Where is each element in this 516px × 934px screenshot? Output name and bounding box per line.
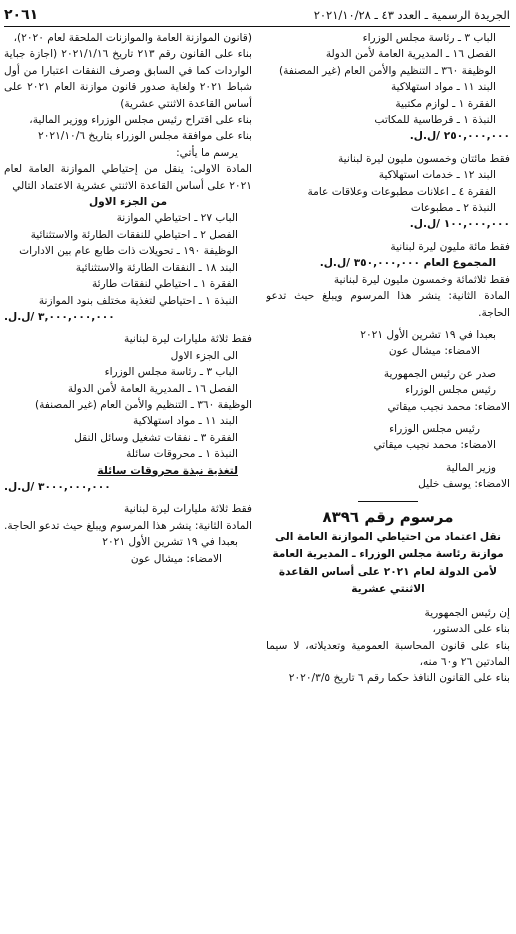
left-column-line: البند ١١ ـ مواد استهلاكية — [132, 415, 238, 428]
right-column-line: الفقرة ٤ ـ اعلانات مطبوعات وعلاقات عامة — [307, 185, 496, 198]
right-column-line: ٢٥٠,٠٠٠,٠٠٠ /ل.ل. — [409, 130, 510, 143]
right-column-line: الامضاء: يوسف خليل — [418, 478, 510, 491]
left-column-line: بناء على موافقة مجلس الوزراء بتاريخ ٢٠٢١/١٠/٦ — [38, 130, 252, 143]
right-column-line: بعبدا في ١٩ تشرين الأول ٢٠٢١ — [360, 328, 496, 341]
right-column-bottom — [266, 605, 510, 687]
right-column-line: الفقرة ١ ـ لوازم مكتبية — [395, 97, 496, 110]
left-column-line: البند ١٨ ـ النفقات الطارئة والاستثنائية — [75, 261, 238, 274]
right-column — [266, 30, 510, 687]
right-column-line: وزير المالية — [445, 461, 496, 474]
right-column-line: الوظيفة ٣٦٠ ـ التنظيم والأمن العام (غير المصنفة) — [278, 64, 496, 77]
decree-title: نقل اعتماد من احتياطي الموازنة العامة الى موازنة رئاسة مجلس الوزراء ـ المديرية العامة لأمن الدولة لعام ٢٠٢١ على أساس القاعدة الاثنتي عشرية — [272, 530, 504, 596]
left-column-line: الوظيفة ١٩٠ ـ تحويلات ذات طابع عام بين الادارات — [19, 245, 238, 258]
left-column-line: الفقرة ١ ـ احتياطي لنفقات طارئة — [91, 278, 238, 291]
left-column — [4, 30, 252, 567]
left-column-line: الى الجزء الاول — [170, 349, 238, 362]
right-column-line: المجموع العام ٣٥٠,٠٠٠,٠٠٠ /ل.ل. — [319, 257, 496, 270]
right-column-line: فقط مائة مليون ليرة لبنانية — [390, 240, 510, 253]
right-column-line: فقط مائتان وخمسون مليون ليرة لبنانية — [338, 152, 510, 165]
left-column-line: النبذة ١ ـ محروقات سائلة — [126, 448, 238, 461]
left-column-line: (قانون الموازنة العامة والموازنات الملحقة لعام ٢٠٢٠)، — [13, 32, 252, 44]
left-column-line: بناء على اقتراح رئيس مجلس الوزراء ووزير المالية، — [29, 114, 252, 127]
left-column-line: الباب ٣ ـ رئاسة مجلس الوزراء — [104, 366, 238, 379]
left-column-line: ٣,٠٠٠,٠٠٠,٠٠٠ /ل.ل. — [4, 310, 115, 323]
right-column-line: فقط ثلاثمائة وخمسون مليون ليرة لبنانية — [333, 273, 510, 286]
right-column-line: الباب ٣ ـ رئاسة مجلس الوزراء — [362, 32, 496, 44]
left-column-line: الباب ٢٧ ـ احتياطي الموازنة — [116, 212, 238, 225]
left-column-line: المادة الثانية: ينشر هذا المرسوم ويبلغ حيث تدعو الحاجة. — [4, 519, 252, 532]
left-column-line: الفقرة ٣ ـ نفقات تشغيل وسائل النقل — [74, 431, 238, 444]
left-column-line: النبذة ١ ـ احتياطي لتغذية مختلف بنود الموازنة — [38, 294, 238, 307]
left-column-line: المادة الاولى: ينقل من إحتياطي الموازنة العامة لعام ٢٠٢١ على أساس القاعدة الاثنتي عشرية الاعتماد التالي — [4, 163, 252, 192]
left-column-line: من الجزء الاول — [88, 196, 167, 209]
left-column-line: الفصل ٢ ـ احتياطي للنفقات الطارئة والاستثنائية — [30, 228, 238, 241]
left-column-line: ٣٠٠٠,٠٠٠,٠٠٠ /ل.ل. — [4, 480, 111, 493]
right-column-line: الامضاء: ميشال عون — [388, 345, 480, 358]
decree-divider — [358, 501, 418, 502]
left-column-line: الوظيفة ٣٦٠ ـ التنظيم والأمن العام (غير المصنفة) — [34, 398, 252, 411]
right-column-line: البند ١١ ـ مواد استهلاكية — [390, 81, 496, 94]
decree-preamble-line: بناء على القانون النافذ حكما رقم ٦ تاريخ ٢٠٢٠/٣/٥ — [288, 672, 510, 685]
right-column-line: النبذة ٢ ـ مطبوعات — [410, 202, 496, 215]
right-column-line: البند ١٢ ـ خدمات استهلاكية — [378, 169, 496, 182]
right-column-top — [266, 30, 510, 493]
right-column-line: رئيس مجلس الوزراء — [389, 422, 480, 435]
right-column-line: رئيس مجلس الوزراء — [405, 384, 496, 397]
right-column-line: الامضاء: محمد نجيب ميقاتي — [387, 400, 510, 413]
left-column-line: الامضاء: ميشال عون — [130, 552, 222, 565]
decree-number: مرسوم رقم ٨٣٩٦ — [322, 507, 454, 526]
left-column-line: فقط ثلاثة مليارات ليرة لبنانية — [124, 503, 252, 516]
left-column-line: الفصل ١٦ ـ المديرية العامة لأمن الدولة — [67, 382, 238, 395]
left-column-line: فقط ثلاثة مليارات ليرة لبنانية — [124, 333, 252, 346]
decree-preamble-line: بناء على قانون المحاسبة العمومية وتعديلاته، لا سيما المادتين ٢٦ و٦٠ منه، — [266, 639, 510, 668]
left-column-line: لتغذية نبذة محروقات سائلة — [97, 464, 238, 477]
right-column-line: المادة الثانية: ينشر هذا المرسوم ويبلغ حيث تدعو الحاجة. — [266, 290, 510, 319]
right-column-line: الفصل ١٦ ـ المديرية العامة لأمن الدولة — [325, 48, 496, 61]
page-header — [4, 4, 510, 27]
left-column-line: يرسم ما يأتي: — [176, 146, 238, 159]
right-column-line: ١٠٠,٠٠٠,٠٠٠ /ل.ل. — [409, 218, 510, 231]
decree-preamble-line: إن رئيس الجمهورية — [424, 606, 510, 619]
right-column-line: الامضاء: محمد نجيب ميقاتي — [373, 439, 496, 452]
right-column-line: النبذة ١ ـ قرطاسية للمكاتب — [374, 114, 496, 127]
issue-label: الجريدة الرسمية ـ العدد ٤٣ ـ ٢٠٢١/١٠/٢٨ — [313, 8, 510, 22]
left-column-line: بعبدا في ١٩ تشرين الأول ٢٠٢١ — [102, 536, 238, 549]
right-column-line: صدر عن رئيس الجمهورية — [383, 367, 496, 380]
left-column-line: بناء على القانون رقم ٢١٣ تاريخ ٢٠٢١/١/١٦ (اجازة جباية الواردات كما في السابق وصرف النفقات اعتبارا من أول شباط ٢٠٢١ ولغاية صدور قانون موازنة العام ٢٠٢١ على أساس القاعدة الاثنتي عشرية) — [4, 48, 252, 110]
decree-preamble-line: بناء على الدستور، — [432, 623, 510, 636]
page-number: ٢٠٦١ — [4, 7, 39, 23]
